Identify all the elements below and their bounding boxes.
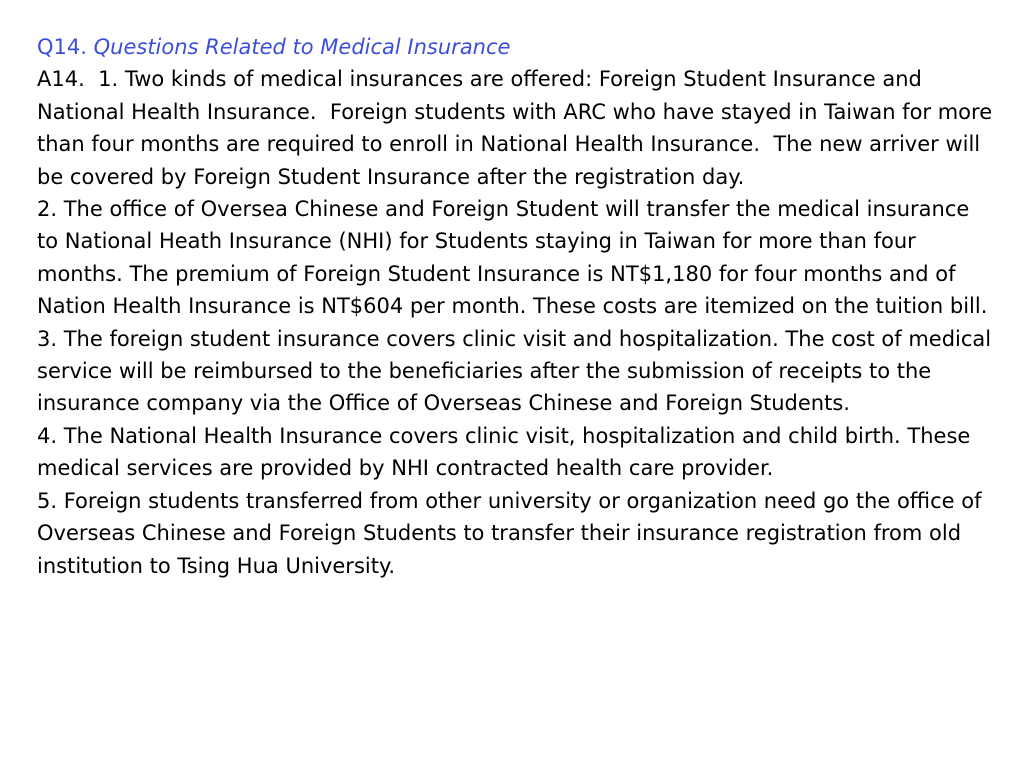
question-heading — [37, 31, 997, 63]
answer-item-5: 5. Foreign students transferred from other university or organization need go the office of Overseas Chinese and Foreign Students to transfer their insurance registration from old institution to Tsing Hua University. — [37, 488, 989, 578]
answer-paragraph-1 — [37, 63, 997, 193]
question-label: Q14. — [37, 35, 87, 59]
answer-item-3: 3. The foreign student insurance covers clinic visit and hospitalization. The cost of medical service will be reimbursed to the beneficiaries after the submission of receipts to the insurance company via the Office of Overseas Chinese and Foreign Students. — [37, 326, 998, 416]
slide-content — [37, 31, 997, 582]
answer-item-2: 2. The office of Oversea Chinese and Foreign Student will transfer the medical insurance to National Heath Insurance (NHI) for Students staying in Taiwan for more than four months. The premium of Foreign Student Insurance is NT$1,180 for four months and of Nation Health Insurance is NT$604 per month. These costs are itemized on the tuition bill. — [37, 197, 988, 319]
answer-item-4: 4. The National Health Insurance covers clinic visit, hospitalization and child birth. These medical services are provided by NHI contracted health care provider. — [37, 423, 977, 481]
answer-label: A14. — [37, 67, 85, 92]
answer-item-1: 1. Two kinds of medical insurances are offered: Foreign Student Insurance and National Health Insurance. Foreign students with ARC who have stayed in Taiwan for more than four months are required to enroll in National Health Insurance. The new arriver will be covered by Foreign Student Insurance after the registration day. — [37, 67, 999, 189]
question-title: Questions Related to Medical Insurance — [93, 35, 511, 59]
